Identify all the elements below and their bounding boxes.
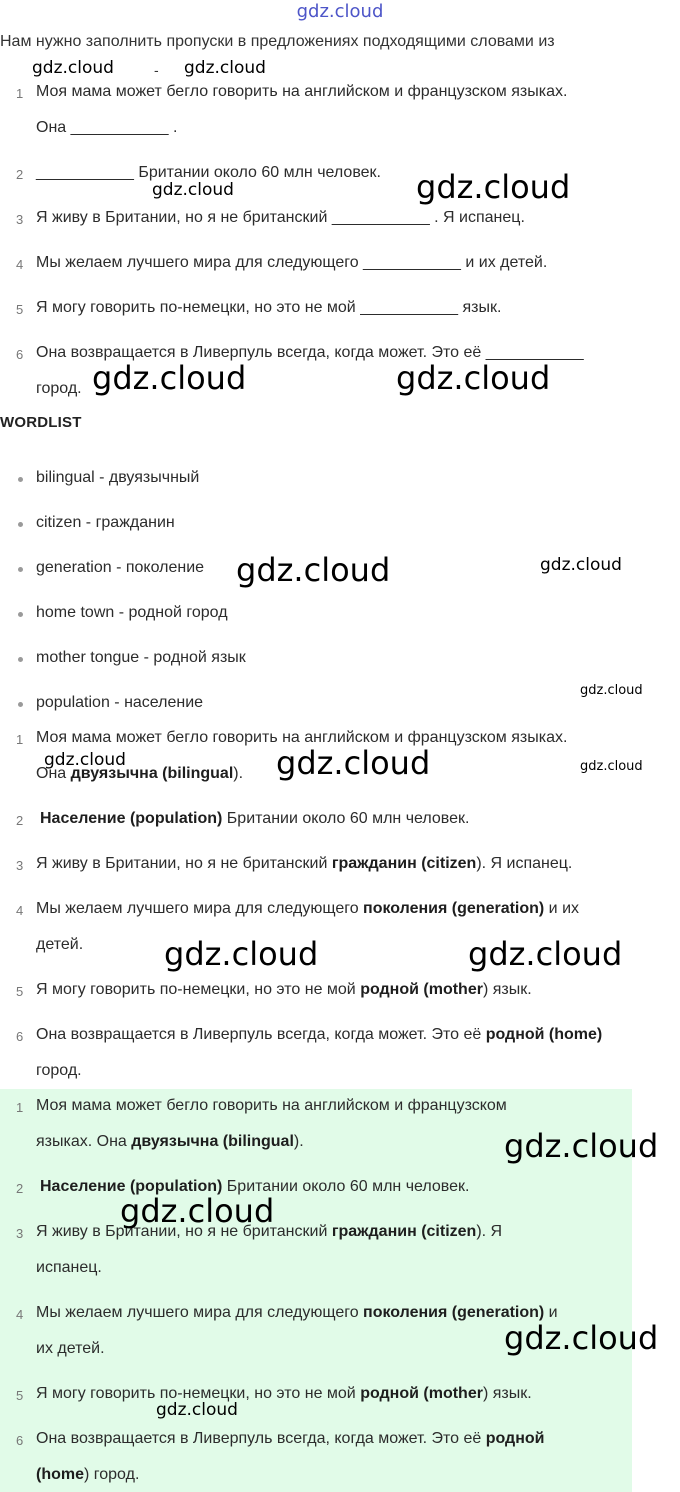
- intro-text: Нам нужно заполнить пропуски в предложениях подходящими словами из: [0, 33, 555, 50]
- bullet: [18, 567, 23, 572]
- answer-line: Она возвращается в Ливерпуль всегда, когда может. Это её родной: [36, 1430, 545, 1447]
- item-number: 3: [16, 212, 24, 227]
- bullet: [18, 522, 23, 527]
- answer-line: языках. Она двуязычна (bilingual).: [36, 1133, 304, 1150]
- item-number: 2: [16, 1181, 24, 1196]
- item-number: 3: [16, 858, 24, 873]
- item-number: 5: [16, 302, 24, 317]
- item-number: 3: [16, 1226, 24, 1241]
- watermark: gdz.cloud: [92, 359, 247, 397]
- answer-line: Моя мама может бегло говорить на английском и французском: [36, 1097, 507, 1114]
- answer-line: их детей.: [36, 1340, 105, 1357]
- item-number: 6: [16, 1433, 24, 1448]
- watermark: gdz.cloud: [580, 683, 643, 698]
- answer-line: Она двуязычна (bilingual).: [36, 765, 244, 782]
- wordlist-item: mother tongue - родной язык: [36, 649, 246, 666]
- item-number: 1: [16, 86, 24, 101]
- watermark: gdz.cloud: [120, 1192, 275, 1230]
- exercise-line: Она ___________ .: [36, 119, 178, 136]
- bullet: [18, 657, 23, 662]
- watermark: gdz.cloud: [44, 750, 126, 770]
- item-number: 1: [16, 1100, 24, 1115]
- wordlist-item: bilingual - двуязычный: [36, 469, 200, 486]
- item-number: 2: [16, 167, 24, 182]
- exercise-line: Моя мама может бегло говорить на английском и французском языках.: [36, 83, 568, 100]
- watermark: gdz.cloud: [276, 744, 431, 782]
- exercise-line: ___________ Британии около 60 млн человек.: [36, 164, 381, 181]
- watermark: gdz.cloud: [32, 58, 114, 78]
- intro-dash: -: [154, 62, 159, 78]
- exercise-line: Я могу говорить по-немецки, но это не мой ___________ язык.: [36, 299, 502, 316]
- item-number: 4: [16, 257, 24, 272]
- answer-line: Она возвращается в Ливерпуль всегда, когда может. Это её родной (home): [36, 1026, 603, 1043]
- watermark: gdz.cloud: [468, 935, 623, 973]
- wordlist-item: home town - родной город: [36, 604, 228, 621]
- bullet: [18, 612, 23, 617]
- exercise-line: Мы желаем лучшего мира для следующего ___________ и их детей.: [36, 254, 548, 271]
- item-number: 5: [16, 984, 24, 999]
- item-number: 6: [16, 347, 24, 362]
- answer-line: город.: [36, 1062, 82, 1079]
- exercise-line: Она возвращается в Ливерпуль всегда, когда может. Это её ___________: [36, 344, 584, 361]
- wordlist-item: generation - поколение: [36, 559, 205, 576]
- answer-line: испанец.: [36, 1259, 102, 1276]
- item-number: 6: [16, 1029, 24, 1044]
- item-number: 4: [16, 1307, 24, 1322]
- bullet: [18, 702, 23, 707]
- answer-line: детей.: [36, 936, 84, 953]
- answer-line: Мы желаем лучшего мира для следующего поколения (generation) и их: [36, 900, 579, 917]
- exercise-line: город.: [36, 380, 82, 397]
- watermark: gdz.cloud: [236, 551, 391, 589]
- answer-line: Население (population) Британии около 60 млн человек.: [40, 1178, 470, 1195]
- bullet: [18, 477, 23, 482]
- answer-line: Мы желаем лучшего мира для следующего поколения (generation) и: [36, 1304, 558, 1321]
- watermark: gdz.cloud: [184, 58, 266, 78]
- answer-line: Я могу говорить по-немецки, но это не мой родной (mother) язык.: [36, 981, 532, 998]
- watermark: gdz.cloud: [396, 359, 551, 397]
- answer-line: (home) город.: [36, 1466, 140, 1483]
- wordlist-item: population - население: [36, 694, 204, 711]
- header-watermark: gdz.cloud: [296, 1, 384, 22]
- wordlist-heading: WORDLIST: [0, 414, 82, 431]
- watermark: gdz.cloud: [152, 180, 234, 200]
- answer-line: Моя мама может бегло говорить на английском и французском языках.: [36, 729, 568, 746]
- exercise-line: Я живу в Британии, но я не британский ___________ . Я испанец.: [36, 209, 525, 226]
- watermark: gdz.cloud: [540, 555, 622, 575]
- item-number: 1: [16, 732, 24, 747]
- answer-line: Я могу говорить по-немецки, но это не мой родной (mother) язык.: [36, 1385, 532, 1402]
- wordlist-item: citizen - гражданин: [36, 514, 175, 531]
- item-number: 5: [16, 1388, 24, 1403]
- answer-line: Население (population) Британии около 60 млн человек.: [40, 810, 470, 827]
- item-number: 4: [16, 903, 24, 918]
- watermark: gdz.cloud: [504, 1127, 659, 1165]
- item-number: 2: [16, 813, 24, 828]
- answer-line: Я живу в Британии, но я не британский гражданин (citizen). Я испанец.: [36, 855, 573, 872]
- watermark: gdz.cloud: [416, 168, 571, 206]
- watermark: gdz.cloud: [504, 1319, 659, 1357]
- watermark: gdz.cloud: [156, 1400, 238, 1420]
- watermark: gdz.cloud: [164, 935, 319, 973]
- answer-line: Я живу в Британии, но я не британский гражданин (citizen). Я: [36, 1223, 503, 1240]
- watermark: gdz.cloud: [580, 759, 643, 774]
